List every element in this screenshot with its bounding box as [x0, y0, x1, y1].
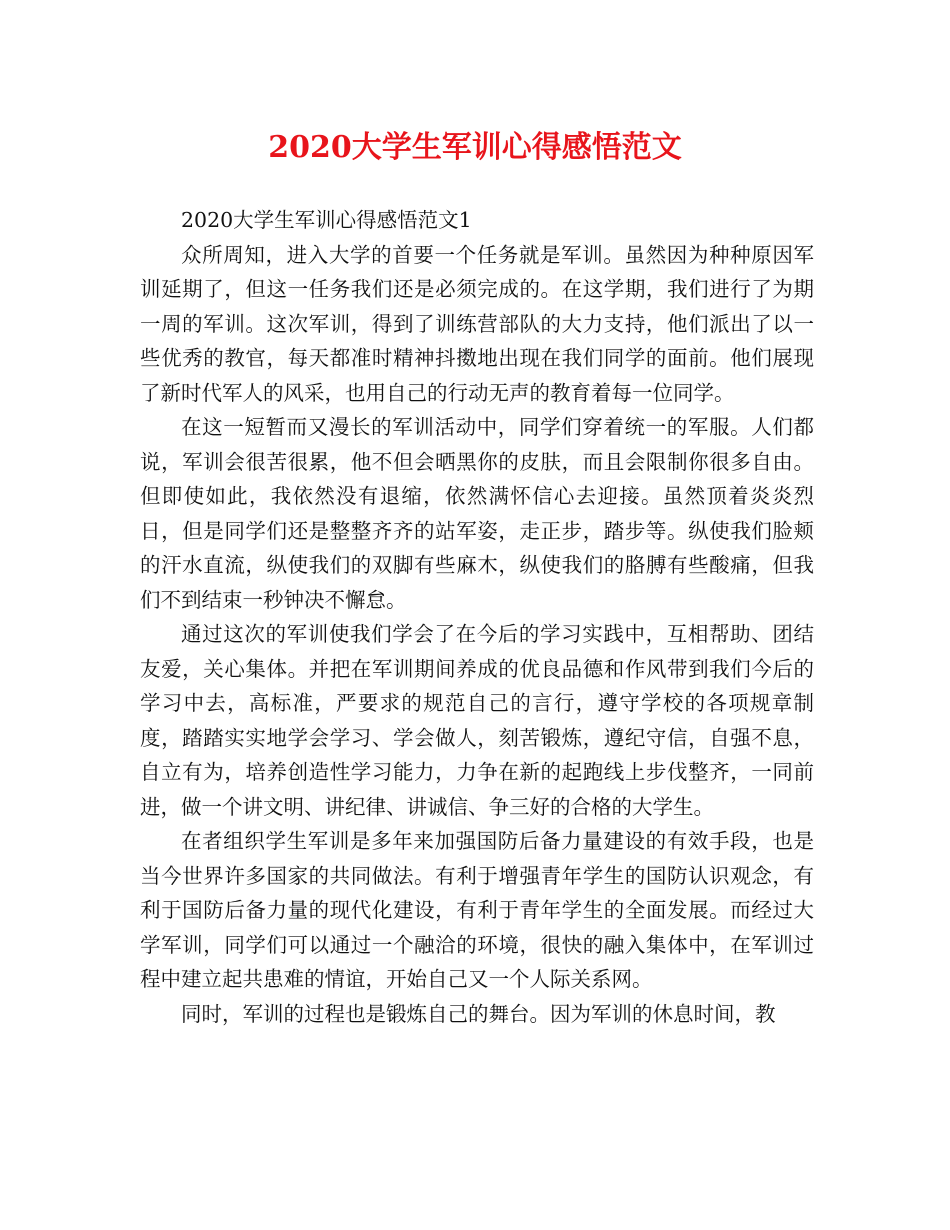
paragraph-1: 众所周知，进入大学的首要一个任务就是军训。虽然因为种种原因军训延期了，但这一任务我们还是必须完成的。在这学期，我们进行了为期一周的军训。这次军训，得到了训练营部队的大力支持，他们派出了以一些优秀的教官，每天都准时精神抖擞地出现在我们同学的面前。他们展现了新时代军人的风采，也用自己的行动无声的教育着每一位同学。	[140, 242, 814, 405]
document-body	[140, 203, 814, 1031]
document-title: 2020大学生军训心得感悟范文	[268, 130, 682, 165]
paragraph-3: 通过这次的军训使我们学会了在今后的学习实践中，互相帮助、团结友爱，关心集体。并把在军训期间养成的优良品德和作风带到我们今后的学习中去，高标准，严要求的规范自己的言行，遵守学校的各项规章制度，踏踏实实地学会学习、学会做人，刻苦锻炼，遵纪守信，自强不息，自立有为，培养创造性学习能力，力争在新的起跑线上步伐整齐，一同前进，做一个讲文明、讲纪律、讲诚信、争三好的合格的大学生。	[140, 622, 814, 819]
paragraph-4: 在者组织学生军训是多年来加强国防后备力量建设的有效手段，也是当今世界许多国家的共同做法。有利于增强青年学生的国防认识观念，有利于国防后备力量的现代化建设，有利于青年学生的全面发展。而经过大学军训，同学们可以通过一个融洽的环境，很快的融入集体中，在军训过程中建立起共患难的情谊，开始自己又一个人际关系网。	[140, 829, 814, 991]
section-heading: 2020大学生军训心得感悟范文1	[181, 208, 472, 232]
paragraph-2: 在这一短暂而又漫长的军训活动中，同学们穿着统一的军服。人们都说，军训会很苦很累，他不但会晒黑你的皮肤，而且会限制你很多自由。但即使如此，我依然没有退缩，依然满怀信心去迎接。虽然顶着炎炎烈日，但是同学们还是整整齐齐的站军姿，走正步，踏步等。纵使我们脸颊的汗水直流，纵使我们的双脚有些麻木，纵使我们的胳膊有些酸痛，但我们不到结束一秒钟决不懈怠。	[140, 415, 814, 612]
paragraph-5: 同时，军训的过程也是锻炼自己的舞台。因为军训的休息时间，教	[181, 1001, 776, 1026]
